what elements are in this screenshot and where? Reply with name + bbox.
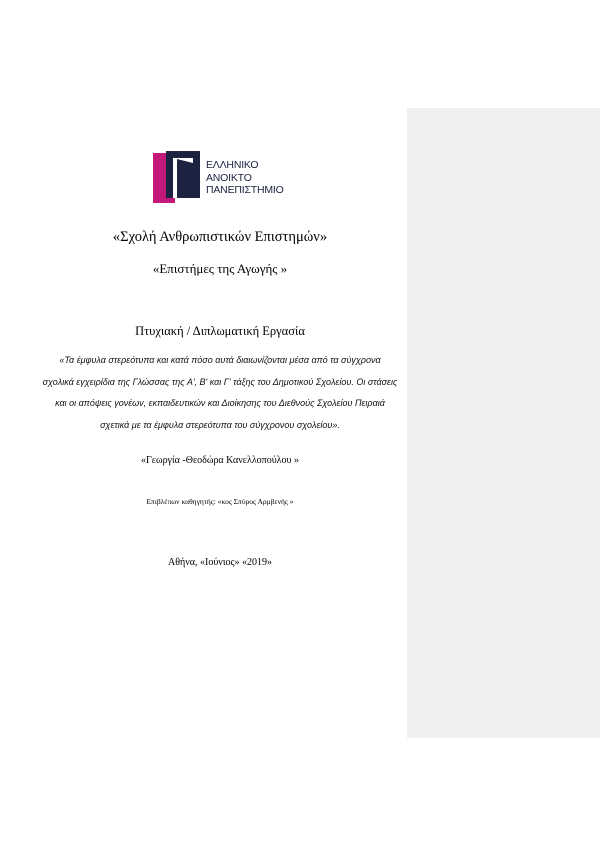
logo-wordmark [206,159,284,197]
comment-margin-panel [407,108,600,738]
department-name: «Επιστήμες της Αγωγής » [152,261,288,276]
university-logo [153,151,293,207]
logo-mark-icon [153,151,203,207]
thesis-title-line: «Τα έμφυλα στερεότυπα και κατά πόσο αυτά διαιωνίζονται μέσα από τα σύγχρονα [59,355,381,365]
school-name: «Σχολή Ανθρωπιστικών Επιστημών» [112,229,328,245]
supervisor: Επιβλέπων καθηγητής: «κος Σπύρος Αρμβενής » [146,497,294,506]
thesis-title-line: και οι απόψεις γονέων, εκπαιδευτικών και Διοίκησης του Διεθνούς Σχολείου Πειραιά [55,398,385,408]
logo-line-3: ΠΑΝΕΠΙΣΤΗΜΙΟ [206,184,284,196]
place-and-date: Αθήνα, «Ιούνιος» «2019» [168,557,272,568]
author-name: «Γεωργία -Θεοδώρα Κανελλοπούλου » [141,455,299,466]
logo-line-2: ΑΝΟΙΚΤΟ [206,171,252,184]
thesis-type: Πτυχιακή / Διπλωματική Εργασία [135,324,305,338]
logo-line-1: ΕΛΛΗΝΙΚΟ [206,159,259,171]
thesis-title-line: σχολικά εγχειρίδια της Γλώσσας της Α', Β' και Γ' τάξης του Δημοτικού Σχολείου. Οι στάσεις [42,376,398,387]
thesis-title [30,350,410,436]
thesis-title-line: σχετικά με τα έμφυλα στερεότυπα του σύγχρονου σχολείου». [100,419,340,430]
